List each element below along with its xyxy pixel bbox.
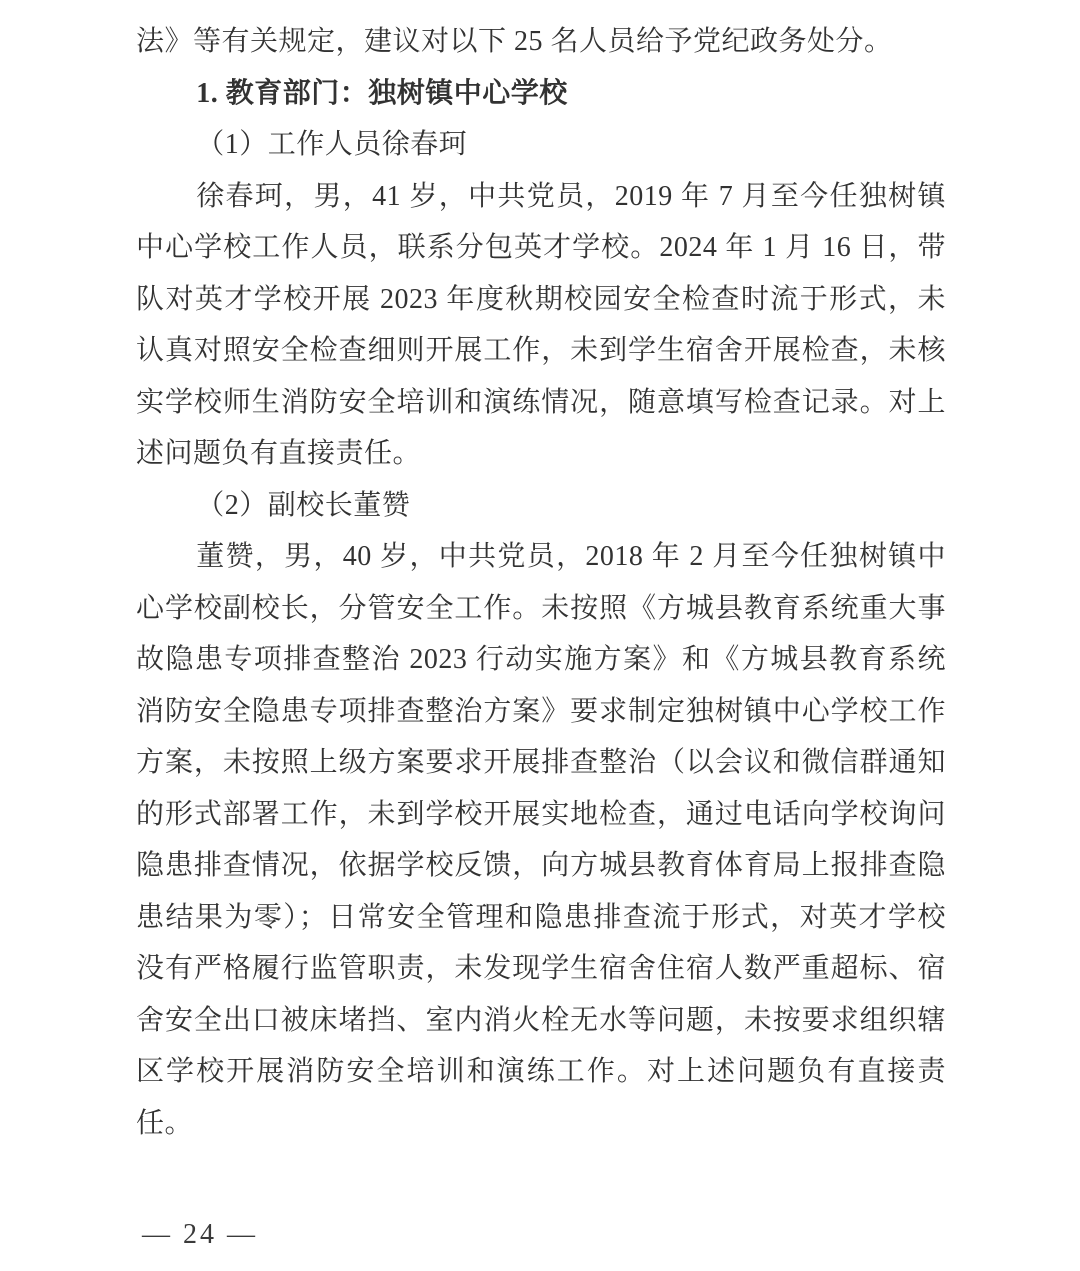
text-line: 实学校师生消防安全培训和演练情况，随意填写检查记录。对上: [136, 386, 946, 418]
text-line: 方案，未按照上级方案要求开展排查整治（以会议和微信群通知: [136, 747, 946, 778]
text-line: 中心学校工作人员，联系分包英才学校。2024 年 1 月 16 日，带: [136, 232, 946, 263]
text-line: 隐患排查情况，依据学校反馈，向方城县教育体育局上报排查隐: [136, 850, 946, 881]
text-line: 心学校副校长，分管安全工作。未按照《方城县教育系统重大事: [136, 592, 946, 624]
text-line: 消防安全隐患专项排查整治方案》要求制定独树镇中心学校工作: [136, 695, 946, 727]
text-line: 的形式部署工作，未到学校开展实地检查，通过电话向学校询问: [136, 798, 946, 830]
text-line: 徐春珂，男，41 岁，中共党员，2019 年 7 月至今任独树镇: [196, 180, 946, 212]
text-line: 述问题负有直接责任。: [136, 438, 422, 469]
text-line: 认真对照安全检查细则开展工作，未到学生宿舍开展检查，未核: [136, 335, 946, 366]
text-line: 区学校开展消防安全培训和演练工作。对上述问题负有直接责: [136, 1056, 946, 1087]
text-line: （2）副校长董赞: [196, 489, 411, 521]
text-line: 队对英才学校开展 2023 年度秋期校园安全检查时流于形式，未: [136, 283, 946, 315]
text-line: 董赞，男，40 岁，中共党员，2018 年 2 月至今任独树镇中: [196, 541, 946, 572]
text-line: 舍安全出口被床堵挡、室内消火栓无水等问题，未按要求组织辖: [136, 1004, 946, 1036]
page-number: — 24 —: [142, 1219, 258, 1250]
document-body: [136, 16, 946, 1149]
text-line: 患结果为零）；日常安全管理和隐患排查流于形式，对英才学校: [136, 901, 946, 933]
text-line: 没有严格履行监管职责，未发现学生宿舍住宿人数严重超标、宿: [136, 953, 946, 984]
text-line: 任。: [136, 1107, 194, 1139]
text-line: 故隐患专项排查整治 2023 行动实施方案》和《方城县教育系统: [136, 644, 946, 675]
text-line: （1）工作人员徐春珂: [196, 129, 468, 160]
text-line: 1. 教育部门：独树镇中心学校: [196, 77, 568, 109]
text-line: 法》等有关规定，建议对以下 25 名人员给予党纪政务处分。: [136, 26, 893, 57]
